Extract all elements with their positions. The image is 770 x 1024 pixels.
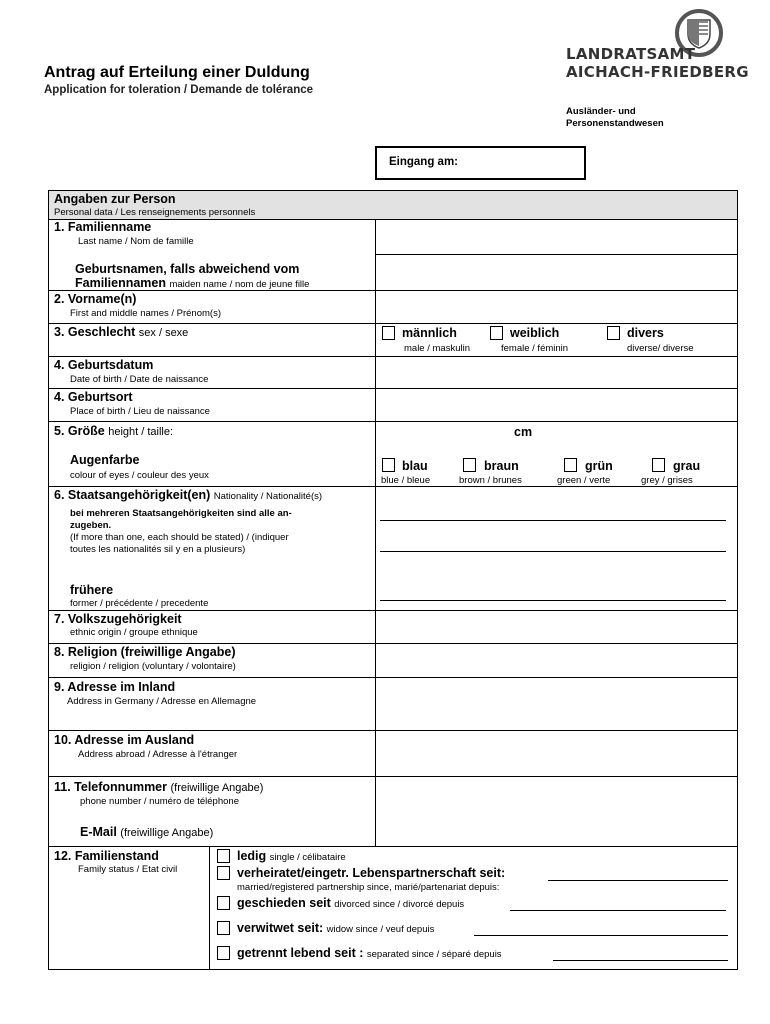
address-germany-input[interactable] (376, 678, 737, 730)
phone-sublabel: phone number / numéro de téléphone (80, 796, 239, 807)
option-diverse-label: divers (627, 326, 664, 340)
option-blue-label: blau (402, 459, 428, 473)
height-label-text: 5. Größe (54, 424, 105, 438)
religion-sublabel: religion / religion (voluntary / volontaire) (70, 661, 236, 672)
address-germany-sublabel: Address in Germany / Adresse en Allemagne (67, 696, 257, 707)
option-separated-sublabel: separated since / séparé depuis (366, 949, 502, 960)
birth-place-input[interactable] (376, 389, 737, 421)
option-married-sublabel: married/registered partnership since, marié/partenariat depuis: (237, 882, 500, 893)
religion-label: 8. Religion (freiwillige Angabe) (54, 645, 236, 659)
option-separated (237, 946, 502, 960)
option-brown-label: braun (484, 459, 519, 473)
option-divorced (237, 896, 464, 910)
birth-date-label: 4. Geburtsdatum (54, 358, 154, 372)
birth-name-label-2 (75, 276, 309, 290)
department-line-1: Ausländer- und (566, 106, 636, 117)
form-subtitle: Application for toleration / Demande de tolérance (44, 84, 314, 96)
sex-label (54, 325, 188, 339)
option-male-label: männlich (402, 326, 457, 340)
birth-name-sublabel: maiden name / nom de jeune fille (169, 279, 310, 290)
first-name-label: 2. Vorname(n) (54, 292, 137, 306)
phone-label-optional: (freiwillige Angabe) (170, 782, 264, 794)
form-title: Antrag auf Erteilung einer Duldung (44, 64, 310, 81)
religion-input[interactable] (376, 644, 737, 677)
marital-status-label: 12. Familienstand (54, 849, 159, 863)
birth-name-input[interactable] (376, 255, 737, 290)
widowed-since-line[interactable] (474, 935, 728, 936)
checkbox-eyes-green[interactable] (564, 458, 577, 472)
receipt-date-box[interactable] (375, 146, 586, 180)
sex-label-translation: sex / sexe (138, 327, 189, 339)
department-name (566, 106, 664, 130)
nationality-label-translation: Nationality / Nationalité(s) (213, 491, 323, 502)
option-female-sublabel: female / féminin (501, 343, 569, 354)
option-divorced-sublabel: divorced since / divorcé depuis (334, 899, 465, 910)
eye-color-label: Augenfarbe (70, 453, 140, 467)
checkbox-male[interactable] (382, 326, 395, 340)
option-divorced-label: geschieden seit (237, 896, 331, 910)
checkbox-widowed[interactable] (217, 921, 230, 935)
birth-date-sublabel: Date of birth / Date de naissance (70, 374, 209, 385)
height-label (54, 424, 173, 438)
checkbox-divorced[interactable] (217, 896, 230, 910)
option-widowed-label: verwitwet seit: (237, 921, 324, 935)
family-name-label: 1. Familienname (54, 220, 152, 234)
nationality-line-2[interactable] (380, 551, 726, 552)
birth-name-label: Geburtsnamen, falls abweichend vom (75, 262, 300, 276)
marital-status-sublabel: Family status / Etat civil (78, 864, 178, 875)
email-input[interactable] (376, 812, 737, 846)
option-diverse-sublabel: diverse/ diverse (627, 343, 694, 354)
checkbox-married[interactable] (217, 866, 230, 880)
option-separated-label: getrennt lebend seit : (237, 946, 364, 960)
ethnic-origin-input[interactable] (376, 611, 737, 643)
address-abroad-sublabel: Address abroad / Adresse à l'étranger (78, 749, 238, 760)
separated-since-line[interactable] (553, 960, 728, 961)
birth-name-label-word: Familiennamen (75, 276, 166, 290)
checkbox-eyes-grey[interactable] (652, 458, 665, 472)
authority-logo-text (566, 45, 749, 81)
nationality-line-1[interactable] (380, 520, 726, 521)
option-single (237, 849, 346, 863)
checkbox-eyes-brown[interactable] (463, 458, 476, 472)
ethnic-origin-sublabel: ethnic origin / groupe ethnique (70, 627, 198, 638)
height-label-translation: height / taille: (108, 426, 174, 438)
married-since-line[interactable] (548, 880, 728, 881)
sex-label-text: 3. Geschlecht (54, 325, 136, 339)
checkbox-eyes-blue[interactable] (382, 458, 395, 472)
address-germany-label: 9. Adresse im Inland (54, 680, 176, 694)
first-name-input[interactable] (376, 291, 737, 323)
option-grey-sublabel: grey / grises (641, 475, 693, 486)
checkbox-separated[interactable] (217, 946, 230, 960)
department-line-2: Personenstandwesen (566, 118, 664, 129)
checkbox-single[interactable] (217, 849, 230, 863)
phone-input[interactable] (376, 777, 737, 811)
email-label (80, 825, 213, 839)
option-married-label: verheiratet/eingetr. Lebenspartnerschaft seit: (237, 866, 506, 880)
ethnic-origin-label: 7. Volkszugehörigkeit (54, 612, 182, 626)
option-blue-sublabel: blue / bleue (381, 475, 431, 486)
option-widowed (237, 921, 434, 935)
address-abroad-label: 10. Adresse im Ausland (54, 733, 195, 747)
phone-label-text: 11. Telefonnummer (54, 780, 167, 794)
eye-color-sublabel: colour of eyes / couleur des yeux (70, 470, 209, 481)
nationality-note-3: (If more than one, each should be stated) / (indiquer (70, 532, 289, 543)
option-brown-sublabel: brown / brunes (459, 475, 522, 486)
email-label-text: E-Mail (80, 825, 117, 839)
section-subtitle: Personal data / Les renseignements personnels (54, 207, 256, 218)
authority-line-1: LANDRATSAMT (566, 45, 696, 63)
family-name-sublabel: Last name / Nom de famille (78, 236, 194, 247)
family-name-input[interactable] (376, 220, 737, 254)
option-grey-label: grau (673, 459, 701, 473)
divorced-since-line[interactable] (510, 910, 726, 911)
receipt-label: Eingang am: (389, 156, 459, 168)
authority-line-2: AICHACH-FRIEDBERG (566, 63, 749, 81)
nationality-note-4: toutes les nationalités sil y en a plusieurs) (70, 544, 246, 555)
option-green-sublabel: green / verte (557, 475, 611, 486)
option-male-sublabel: male / maskulin (404, 343, 470, 354)
height-input[interactable] (376, 422, 506, 446)
option-female-label: weiblich (510, 326, 560, 340)
nationality-note-2: zugeben. (70, 520, 112, 531)
first-name-sublabel: First and middle names / Prénom(s) (70, 308, 221, 319)
birth-date-input[interactable] (376, 357, 737, 388)
nationality-label-text: 6. Staatsangehörigkeit(en) (54, 488, 211, 502)
option-single-sublabel: single / célibataire (269, 852, 346, 863)
nationality-note-1: bei mehreren Staatsangehörigkeiten sind alle an- (70, 508, 292, 519)
former-nationality-sublabel: former / précédente / precedente (70, 598, 209, 609)
former-nationality-line[interactable] (380, 600, 726, 601)
nationality-label (54, 488, 322, 502)
birth-place-sublabel: Place of birth / Lieu de naissance (70, 406, 210, 417)
former-nationality-label: frühere (70, 583, 114, 597)
email-label-optional: (freiwillige Angabe) (120, 827, 214, 839)
address-abroad-input[interactable] (376, 731, 737, 776)
checkbox-diverse[interactable] (607, 326, 620, 340)
section-title: Angaben zur Person (54, 192, 176, 206)
checkbox-female[interactable] (490, 326, 503, 340)
height-unit: cm (514, 425, 533, 439)
birth-place-label: 4. Geburtsort (54, 390, 133, 404)
option-widowed-sublabel: widow since / veuf depuis (326, 924, 435, 935)
option-green-label: grün (585, 459, 613, 473)
option-single-label: ledig (237, 849, 267, 863)
phone-label (54, 780, 263, 794)
